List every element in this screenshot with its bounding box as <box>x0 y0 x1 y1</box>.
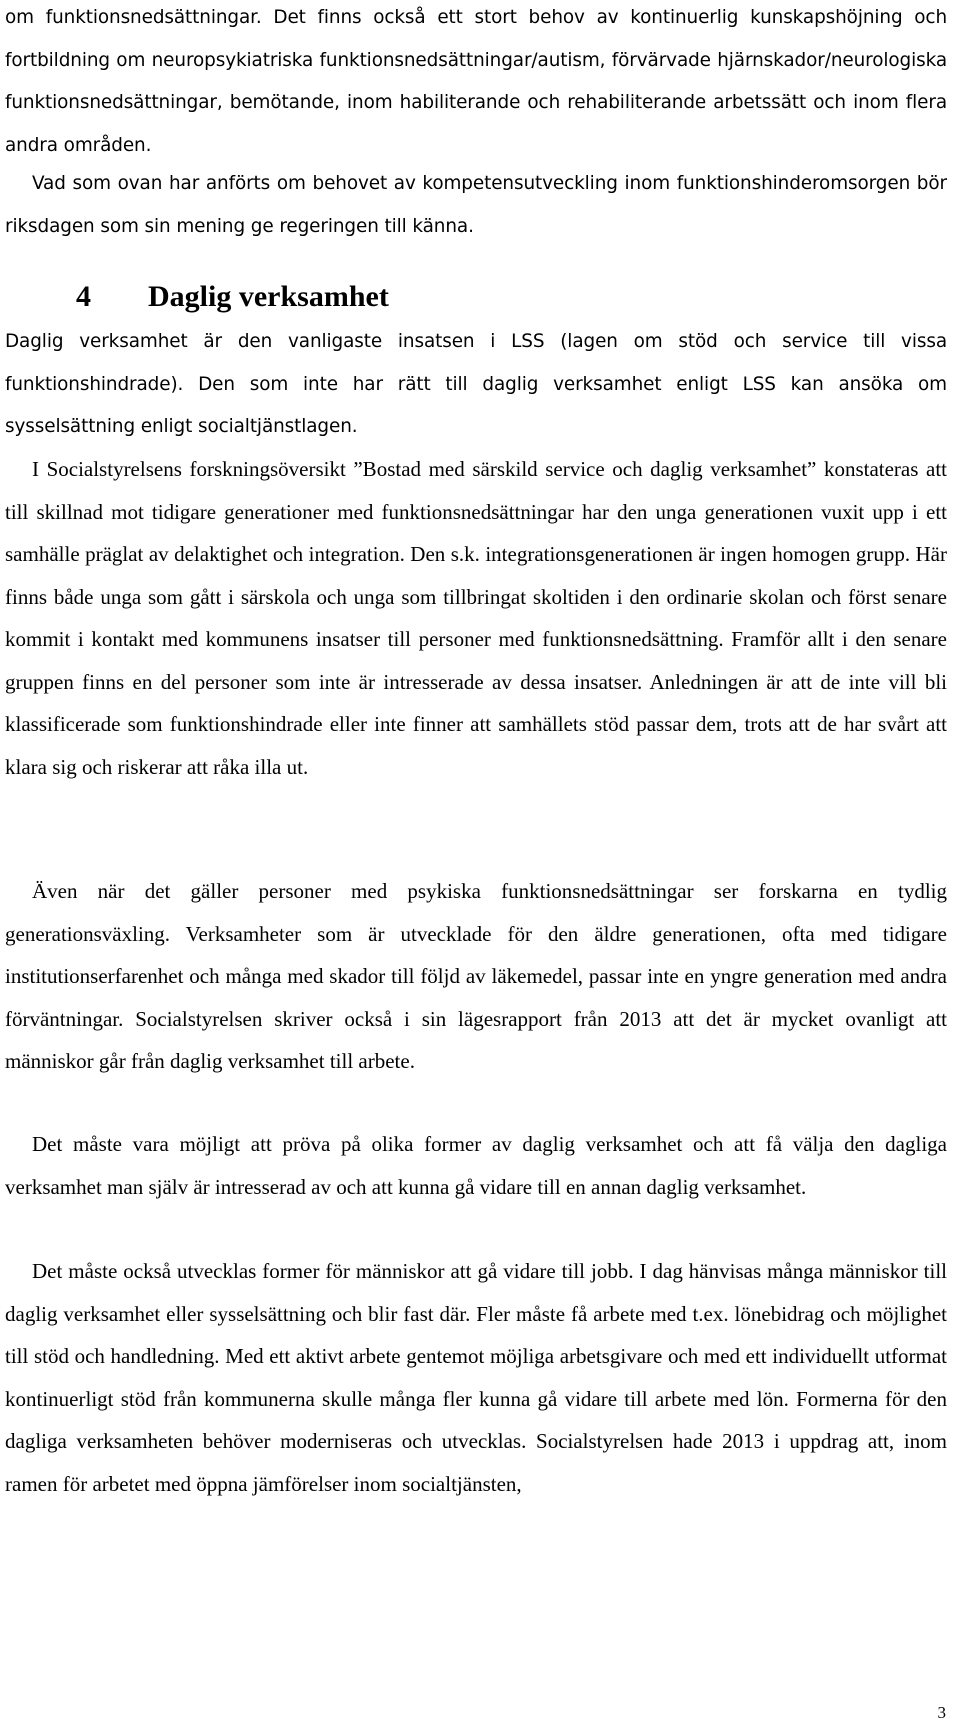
section-title: Daglig verksamhet <box>148 280 389 313</box>
paragraph-daily-activity-intro: Daglig verksamhet är den vanligaste insatsen i LSS (lagen om stöd och service till vissa funktionshindrade). Den som inte har rätt till daglig verksamhet enligt LSS kan ansöka om sysselsättning enligt socialtjänstlagen. <box>5 331 947 437</box>
paragraph-competence-needs: om funktionsnedsättningar. Det finns också ett stort behov av kontinuerlig kunskapshöjning och fortbildning om neuropsykiatriska funktionsnedsättningar/autism, förvärvade hjärnskador/neurologiska funktionsnedsättningar, bemötande, inom habiliterande och rehabiliterande arbetssätt och inom flera andra områden. <box>5 7 947 156</box>
section-number: 4 <box>76 280 91 313</box>
paragraph-path-to-work: Det måste också utvecklas former för människor att gå vidare till jobb. I dag hänvisas många människor till daglig verksamhet eller sysselsättning och blir fast där. Fler måste få arbete med t.ex. lönebidrag och möjlighet till stöd och handledning. Med ett aktivt arbete gentemot möjliga arbetsgivare och med ett individuellt utformat kontinuerligt stöd från kommunerna skulle många fler kunna gå vidare till arbete med lön. Formerna för den dagliga verksamheten behöver moderniseras och utvecklas. Socialstyrelsen hade 2013 i uppdrag att, inom ramen för arbetet med öppna jämförelser inom socialtjänsten, <box>5 1259 947 1496</box>
paragraph-research-overview: I Socialstyrelsens forskningsöversikt ”Bostad med särskild service och daglig verksamhet” konstateras att till skillnad mot tidigare generationer med funktionsnedsättningar har den unga generationen vuxit upp i ett samhälle präglat av delaktighet och integration. Den s.k. integrationsgenerationen är ingen homogen grupp. Här finns både unga som gått i särskola och unga som tillbringat skoltiden i den ordinarie skolan och först senare kommit i kontakt med kommunens insatser till personer med funktionsnedsättning. Framför allt i den senare gruppen finns en del personer som inte är intresserade av dessa insatser. Anledningen är att de inte vill bli klassificerade som funktionshindrade eller inte finner att samhällets stöd passar dem, trots att de har svårt att klara sig och riskerar att råka illa ut. <box>5 457 947 779</box>
paragraph-riksdag-request: Vad som ovan har anförts om behovet av kompetensutveckling inom funktionshinderomsorgen bör riksdagen som sin mening ge regeringen till känna. <box>5 173 947 237</box>
page-number: 3 <box>937 1703 946 1722</box>
section-heading <box>76 272 389 322</box>
paragraph-choice-of-activity: Det måste vara möjligt att pröva på olika former av daglig verksamhet och att få välja den dagliga verksamhet man själv är intresserad av och att kunna gå vidare till en annan daglig verksamhet. <box>5 1132 947 1199</box>
paragraph-generation-shift: Även när det gäller personer med psykiska funktionsnedsättningar ser forskarna en tydlig generationsväxling. Verksamheter som är utvecklade för den äldre generationen, ofta med tidigare institutionserfarenhet och många med skador till följd av läkemedel, passar inte en yngre generation med andra förväntningar. Socialstyrelsen skriver också i sin lägesrapport från 2013 att det är mycket ovanligt att människor går från daglig verksamhet till arbete. <box>5 879 947 1073</box>
